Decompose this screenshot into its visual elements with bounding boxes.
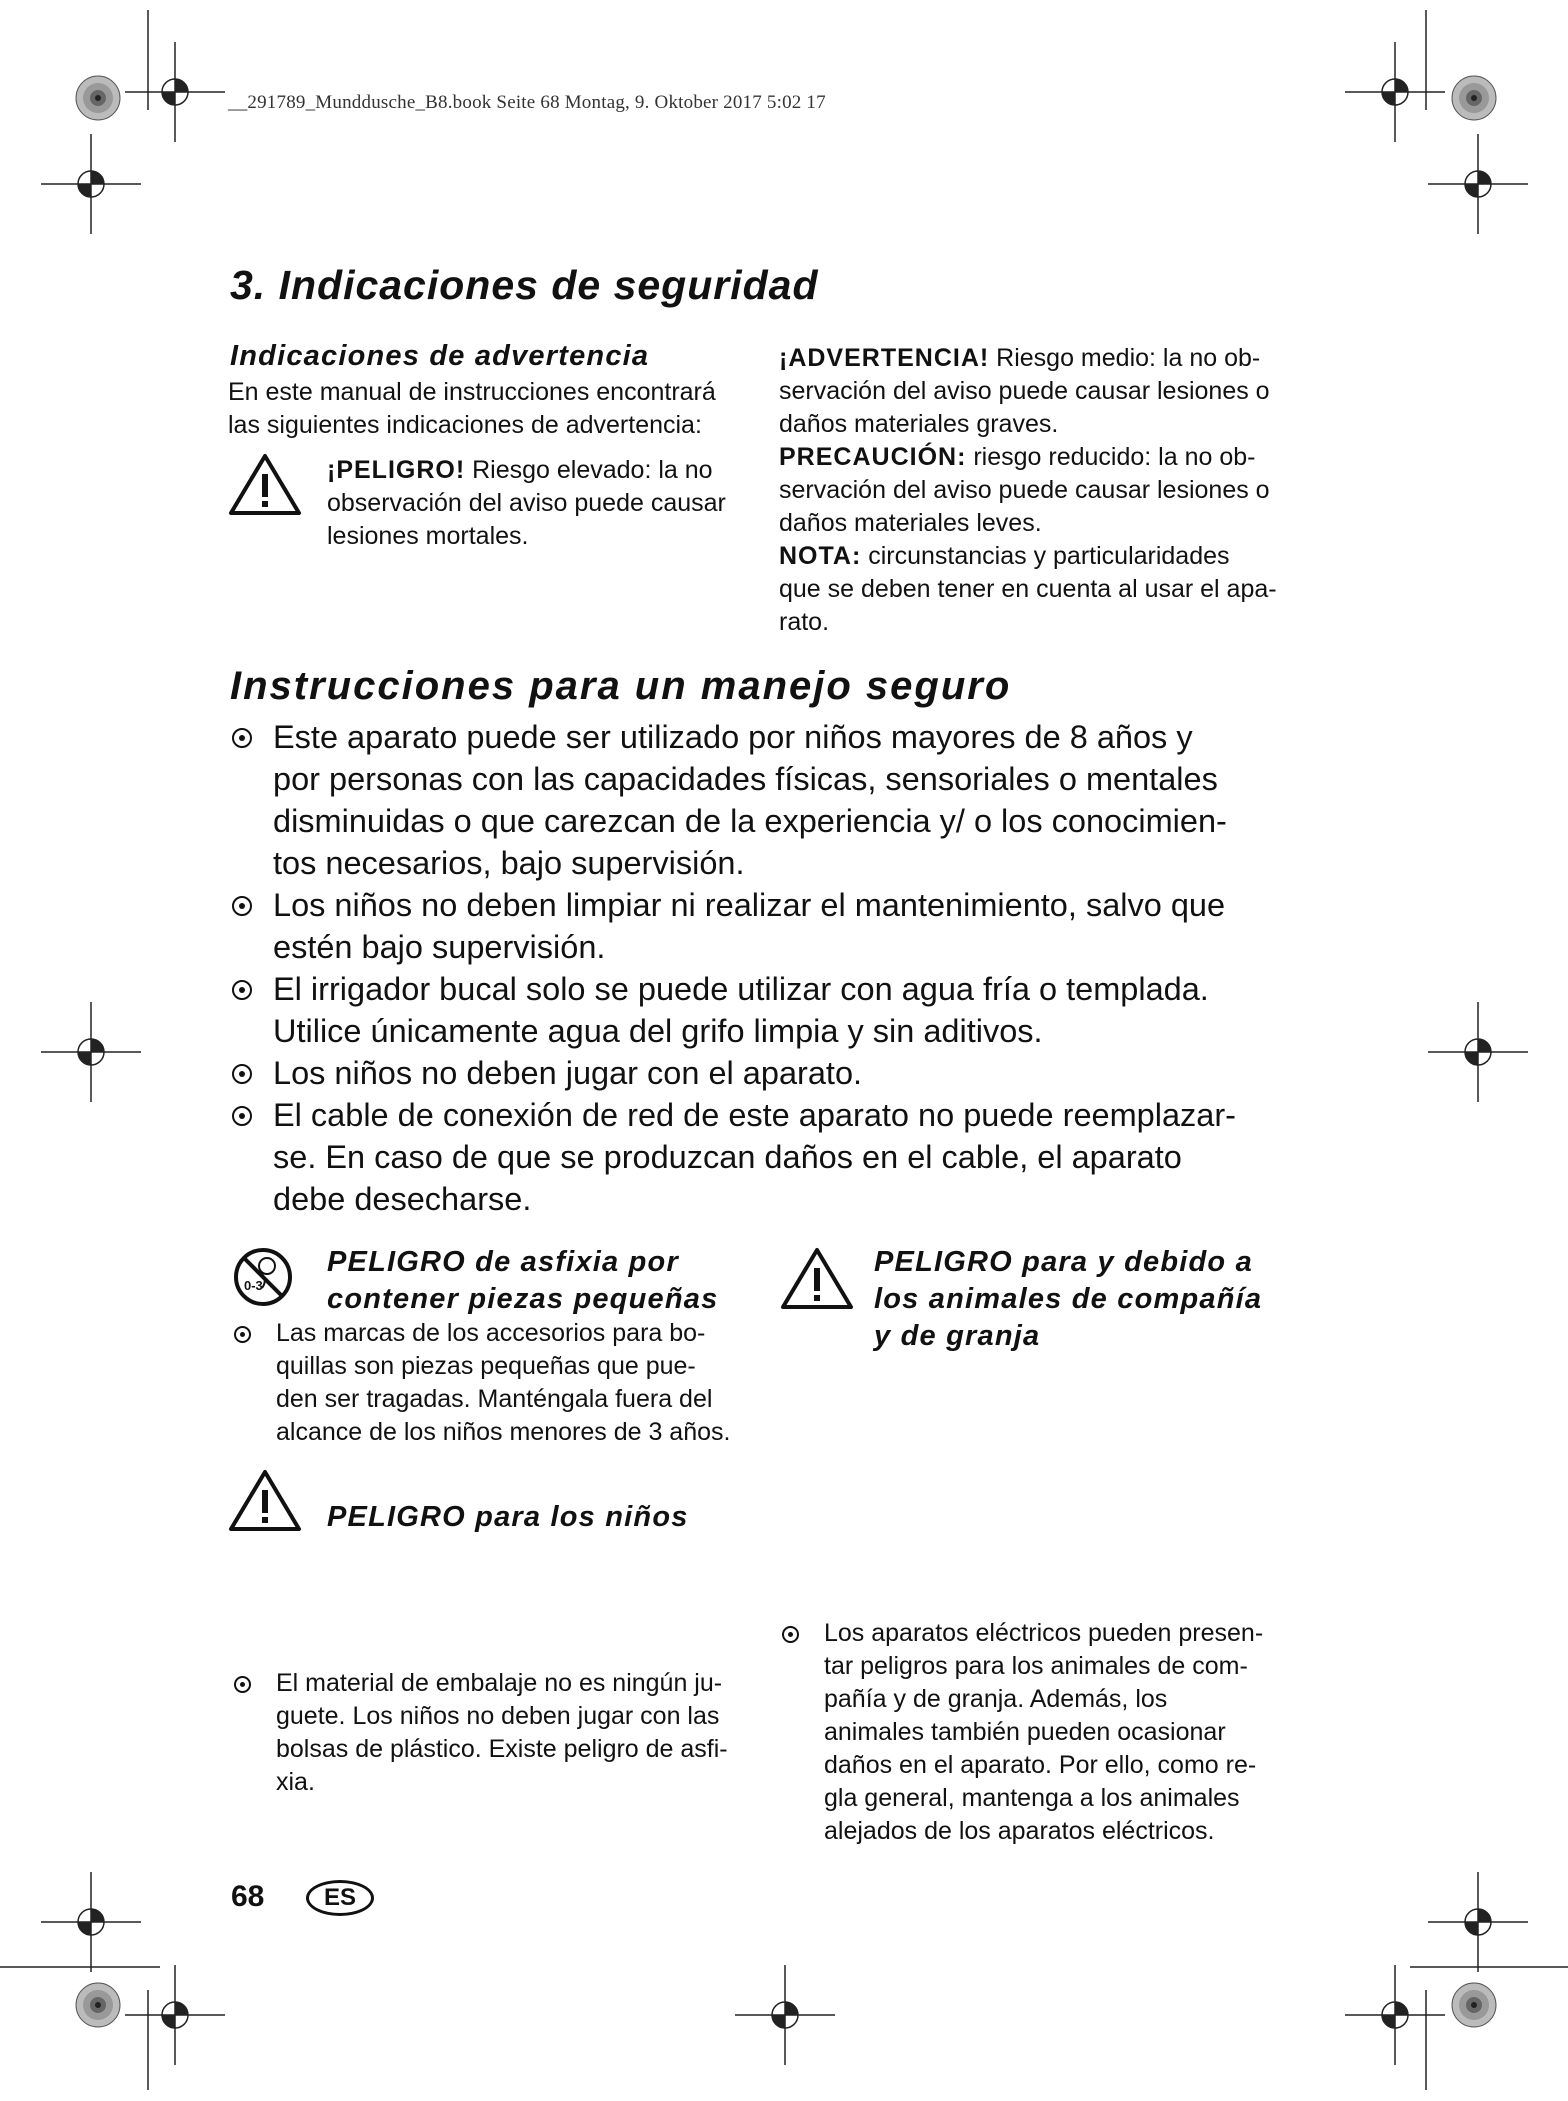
warnings-intro: En este manual de instrucciones encontrará las siguientes indicaciones de advertencia: (228, 378, 716, 439)
warning-triangle-icon (228, 452, 302, 516)
section-title: 3. Indicaciones de seguridad (230, 262, 819, 308)
crosshair-mark (125, 42, 225, 142)
crosshair-mark (1345, 42, 1445, 142)
list-item: Este aparato puede ser utilizado por niños mayores de 8 años y por personas con las capacidades físicas, sensoriales o mentales disminuidas o que carezcan de la experiencia y/ o los conocimien- tos necesarios, bajo supervisión. (230, 716, 1310, 884)
children-text: El material de embalaje no es ningún ju- guete. Los niños no deben jugar con las bolsas de plástico. Existe peligro de asfi- xia. (232, 1667, 1568, 1799)
bullet-icon (232, 1106, 252, 1126)
color-target-mark (1452, 76, 1496, 120)
crosshair-mark (1428, 1872, 1528, 1972)
crosshair-mark (1428, 134, 1528, 234)
page-number: 68 (231, 1880, 265, 1913)
bullet-icon (232, 1064, 252, 1084)
color-target-mark (76, 1983, 120, 2027)
bullet-icon (234, 1676, 251, 1693)
warning-triangle-icon (228, 1468, 302, 1532)
safe-use-heading: Instrucciones para un manejo seguro (230, 664, 1012, 708)
warning-levels-list: ¡ADVERTENCIA! Riesgo medio: la no ob- servación del aviso puede causar lesiones o daños materiales graves. PRECAUCIÓN: riesgo reducido: la no ob- servación del aviso puede causar lesiones o daños materiales leves. NOTA: circunstancias y particularidades que se deben tener en cuenta al usar el apa- rato. (779, 344, 1277, 636)
safe-use-list (230, 716, 1310, 1220)
animals-title: PELIGRO para y debido a los animales de compañía y de granja (874, 1246, 1263, 1352)
bullet-icon (234, 1326, 251, 1343)
choking-hazard-icon (232, 1246, 294, 1308)
warnings-heading: Indicaciones de advertencia (230, 340, 650, 372)
bullet-icon (782, 1626, 799, 1643)
crosshair-mark (1345, 1965, 1445, 2065)
crosshair-mark (1428, 1002, 1528, 1102)
peligro-definition: ¡PELIGRO! Riesgo elevado: la no observación del aviso puede causar lesiones mortales. (327, 456, 726, 550)
language-badge: ES (306, 1880, 374, 1916)
choking-text: Las marcas de los accesorios para bo- quillas son piezas pequeñas que pue- den ser tragadas. Manténgala fuera del alcance de los niños menores de 3 años. (232, 1317, 1568, 1449)
svg-text:0-3: 0-3 (244, 1278, 263, 1293)
choking-title: PELIGRO de asfixia por contener piezas pequeñas (327, 1246, 719, 1315)
color-target-mark (1452, 1983, 1496, 2027)
list-item: El cable de conexión de red de este aparato no puede reemplazar- se. En caso de que se produzcan daños en el cable, el aparato debe desecharse. (230, 1094, 1310, 1220)
bullet-icon (232, 896, 252, 916)
bullet-icon (232, 728, 252, 748)
list-item: Los niños no deben jugar con el aparato. (230, 1052, 1310, 1094)
crosshair-mark (41, 1002, 141, 1102)
bullet-icon (232, 980, 252, 1000)
children-title: PELIGRO para los niños (327, 1501, 689, 1533)
warning-triangle-icon (780, 1246, 854, 1310)
animals-text: Los aparatos eléctricos pueden presen- tar peligros para los animales de com- pañía y de granja. Además, los animales también pueden ocasionar daños en el aparato. Por ello, como re- gla general, mantenga a los animales alejados de los aparatos eléctricos. (780, 1617, 1568, 1848)
crosshair-mark (125, 1965, 225, 2065)
advertencia-definition: ¡ADVERTENCIA! Riesgo medio: la no ob- (779, 344, 1261, 372)
precaucion-definition: PRECAUCIÓN: riesgo reducido: la no ob- (779, 443, 1256, 471)
nota-definition: NOTA: circunstancias y particularidades (779, 542, 1230, 570)
color-target-mark (76, 76, 120, 120)
crosshair-mark (735, 1965, 835, 2065)
list-item: El irrigador bucal solo se puede utilizar con agua fría o templada. Utilice únicamente agua del grifo limpia y sin aditivos. (230, 968, 1310, 1052)
crosshair-mark (41, 134, 141, 234)
crosshair-mark (41, 1872, 141, 1972)
file-info-header: __291789_Munddusche_B8.book Seite 68 Montag, 9. Oktober 2017 5:02 17 (228, 92, 826, 113)
list-item: Los niños no deben limpiar ni realizar el mantenimiento, salvo que estén bajo supervisión. (230, 884, 1310, 968)
